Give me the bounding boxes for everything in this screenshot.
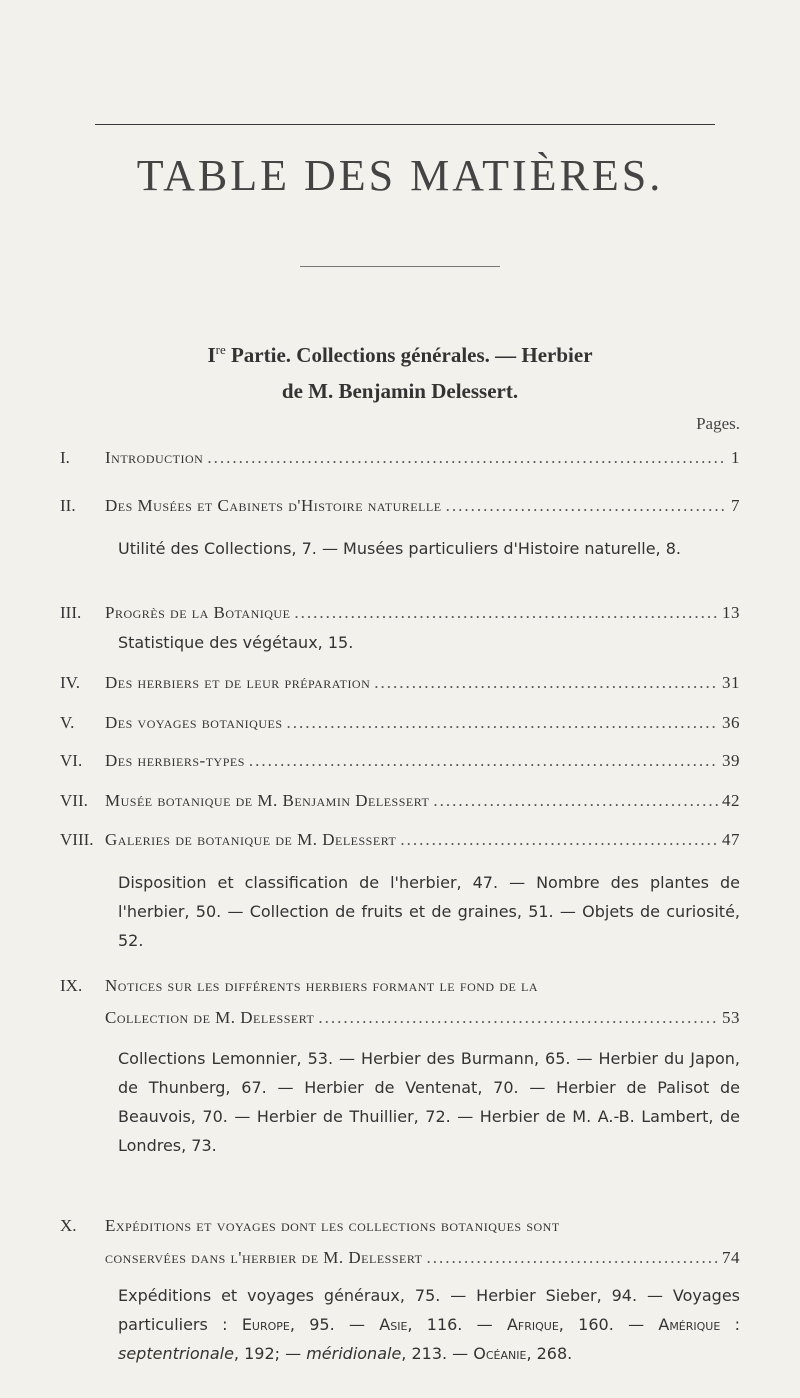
chapter-title: Des herbiers-types [105, 751, 245, 770]
dot-leader [374, 673, 718, 693]
chapter-number: VII. [60, 791, 88, 810]
chapter-title: Notices sur les différents herbiers formant le fond de la [105, 976, 539, 995]
dot-leader [446, 496, 727, 516]
page-number: 7 [731, 496, 740, 515]
chapter-title-cont: Collection de M. Delessert [105, 1008, 315, 1027]
chapter-title: Des voyages botaniques [105, 713, 283, 732]
dot-leader [287, 713, 719, 733]
dot-leader [400, 830, 718, 850]
dot-leader [249, 751, 718, 771]
dot-leader [207, 448, 727, 468]
chapter-number: II. [60, 496, 76, 515]
page-number: 53 [722, 1008, 740, 1027]
chapter-summary: Utilité des Collections, 7. — Musées particuliers d'Histoire naturelle, 8. [118, 539, 681, 558]
dot-leader [318, 1008, 718, 1028]
chapter-summary: Disposition et classification de l'herbier, 47. — Nombre des plantes de l'herbier, 50. — Collection de fruits et de graines, 51. — Objets de curiosité, 52. [118, 873, 740, 950]
chapter-number: V. [60, 713, 75, 732]
chapter-summary: Collections Lemonnier, 53. — Herbier des Burmann, 65. — Herbier du Japon, de Thunberg, 67. — Herbier de Ventenat, 70. — Herbier de Palisot de Beauvois, 70. — Herbier de Thuillier, 72. — Herbier de M. A.-B. Lambert, de Londres, 73. [118, 1049, 740, 1155]
chapter-title: Introduction [105, 448, 204, 467]
page-number: 74 [722, 1248, 740, 1267]
chapter-summary: Statistique des végétaux, 15. [118, 633, 354, 652]
page-title: TABLE DES MATIÈRES. [136, 151, 664, 200]
chapter-title-cont: conservées dans l'herbier de M. Delessert [105, 1248, 423, 1267]
chapter-title: Expéditions et voyages dont les collections botaniques sont [105, 1216, 560, 1235]
part-heading-line2: de M. Benjamin Delessert. [281, 379, 519, 403]
page-number: 36 [722, 713, 740, 732]
chapter-number: IX. [60, 976, 83, 995]
chapter-summary: Expéditions et voyages généraux, 75. — Herbier Sieber, 94. — Voyages particuliers : Europe, 95. — Asie, 116. — Afrique, 160. — Amérique : septentrionale, 192; — méridionale, 213. — Océanie, 268. [118, 1286, 740, 1363]
chapter-number: VIII. [60, 830, 94, 849]
chapter-number: I. [60, 448, 70, 467]
part-heading-line1: Ire Partie. Collections générales. — Herbier [207, 342, 593, 367]
chapter-title: Galeries de botanique de M. Delessert [105, 830, 397, 849]
page-number: 31 [722, 673, 740, 692]
chapter-number: X. [60, 1216, 77, 1235]
chapter-title: Progrès de la Botanique [105, 603, 291, 622]
part-heading [0, 332, 800, 409]
top-rule [95, 124, 715, 125]
chapter-title: Des Musées et Cabinets d'Histoire naturelle [105, 496, 442, 515]
page-number: 42 [722, 791, 740, 810]
chapter-title: Musée botanique de M. Benjamin Delessert [105, 791, 430, 810]
chapter-number: III. [60, 603, 82, 622]
chapter-number: IV. [60, 673, 80, 692]
dot-leader [294, 603, 718, 623]
page-number: 39 [722, 751, 740, 770]
chapter-title: Des herbiers et de leur préparation [105, 673, 371, 692]
dot-leader [433, 791, 718, 811]
page-number: 13 [722, 603, 740, 622]
pages-column-label: Pages. [696, 414, 740, 433]
page-number: 47 [722, 830, 740, 849]
dot-leader [426, 1248, 718, 1268]
page-number: 1 [731, 448, 740, 467]
title-divider [300, 266, 500, 267]
chapter-number: VI. [60, 751, 83, 770]
